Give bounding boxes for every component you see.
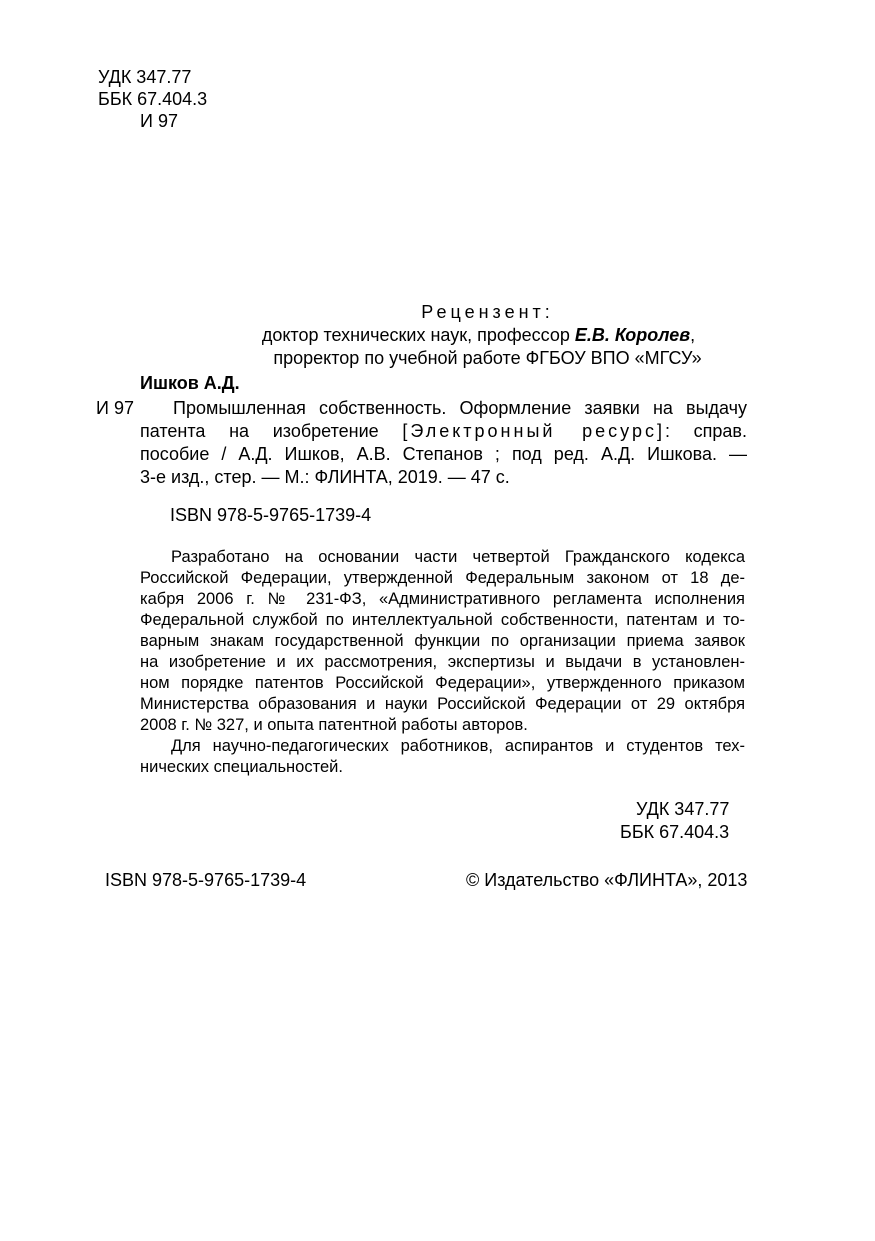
reviewer-label: Рецензент:	[421, 302, 554, 322]
annotation-line: Федеральной службой по интеллектуальной собственности, патентам и то-	[140, 611, 745, 629]
copyright: © Издательство «ФЛИНТА», 2013	[466, 870, 748, 890]
description-line: 3-е изд., стер. — М.: ФЛИНТА, 2019. — 47 с.	[140, 467, 510, 487]
reviewer-degree: доктор технических наук, профессор	[261, 325, 575, 345]
bbk-code: ББК 67.404.3	[98, 89, 208, 109]
annotation-line: варным знакам государственной функции по организации приема заявок	[140, 632, 745, 650]
description-fragment: патента на изобретение	[140, 421, 403, 441]
description-fragment: : справ.	[664, 421, 747, 441]
author-heading: Ишков А.Д.	[140, 373, 240, 393]
footer-isbn: ISBN 978-5-9765-1739-4	[105, 870, 307, 890]
resource-type: [Электронный ресурс]	[402, 421, 665, 441]
annotation	[140, 547, 745, 778]
isbn: ISBN 978-5-9765-1739-4	[170, 505, 372, 525]
annotation-line: Министерства образования и науки Российской Федерации от 29 октября	[140, 695, 745, 713]
description-line	[140, 420, 747, 443]
reviewer-comma: ,	[690, 325, 696, 345]
description-line: пособие / А.Д. Ишков, А.В. Степанов ; под ред. А.Д. Ишкова. —	[140, 444, 747, 464]
annotation-line: кабря 2006 г. № 231-ФЗ, «Административного регламента исполнения	[140, 590, 745, 608]
annotation-line: ном порядке патентов Российской Федерации», утвержденного приказом	[140, 674, 745, 692]
description-line: Промышленная собственность. Оформление заявки на выдачу	[173, 398, 747, 418]
annotation-line: 2008 г. № 327, и опыта патентной работы авторов.	[140, 716, 528, 734]
bibliography-code: И 97	[96, 398, 134, 418]
annotation-line: Российской Федерации, утвержденной Федеральным законом от 18 де-	[140, 569, 745, 587]
annotation-line: Разработано на основании части четвертой Гражданского кодекса	[171, 548, 745, 566]
udk-header	[98, 66, 207, 132]
reviewer-name: Е.В. Королев	[574, 325, 691, 345]
reviewer-position: проректор по учебной работе ФГБОУ ВПО «МГСУ»	[273, 348, 702, 368]
udk-footer	[620, 798, 730, 844]
reviewer-block	[0, 301, 875, 370]
author-mark: И 97	[140, 111, 178, 131]
reviewer-title	[0, 324, 875, 347]
annotation-line: Для научно-педагогических работников, аспирантов и студентов тех-	[171, 737, 745, 755]
udk-code: УДК 347.77	[98, 67, 192, 87]
annotation-line: на изобретение и их рассмотрения, экспертизы и выдачи в установлен-	[140, 653, 745, 671]
bibliographic-description	[140, 397, 747, 489]
bbk-code: ББК 67.404.3	[620, 822, 730, 842]
udk-code: УДК 347.77	[636, 799, 730, 819]
annotation-line: нических специальностей.	[140, 758, 343, 776]
